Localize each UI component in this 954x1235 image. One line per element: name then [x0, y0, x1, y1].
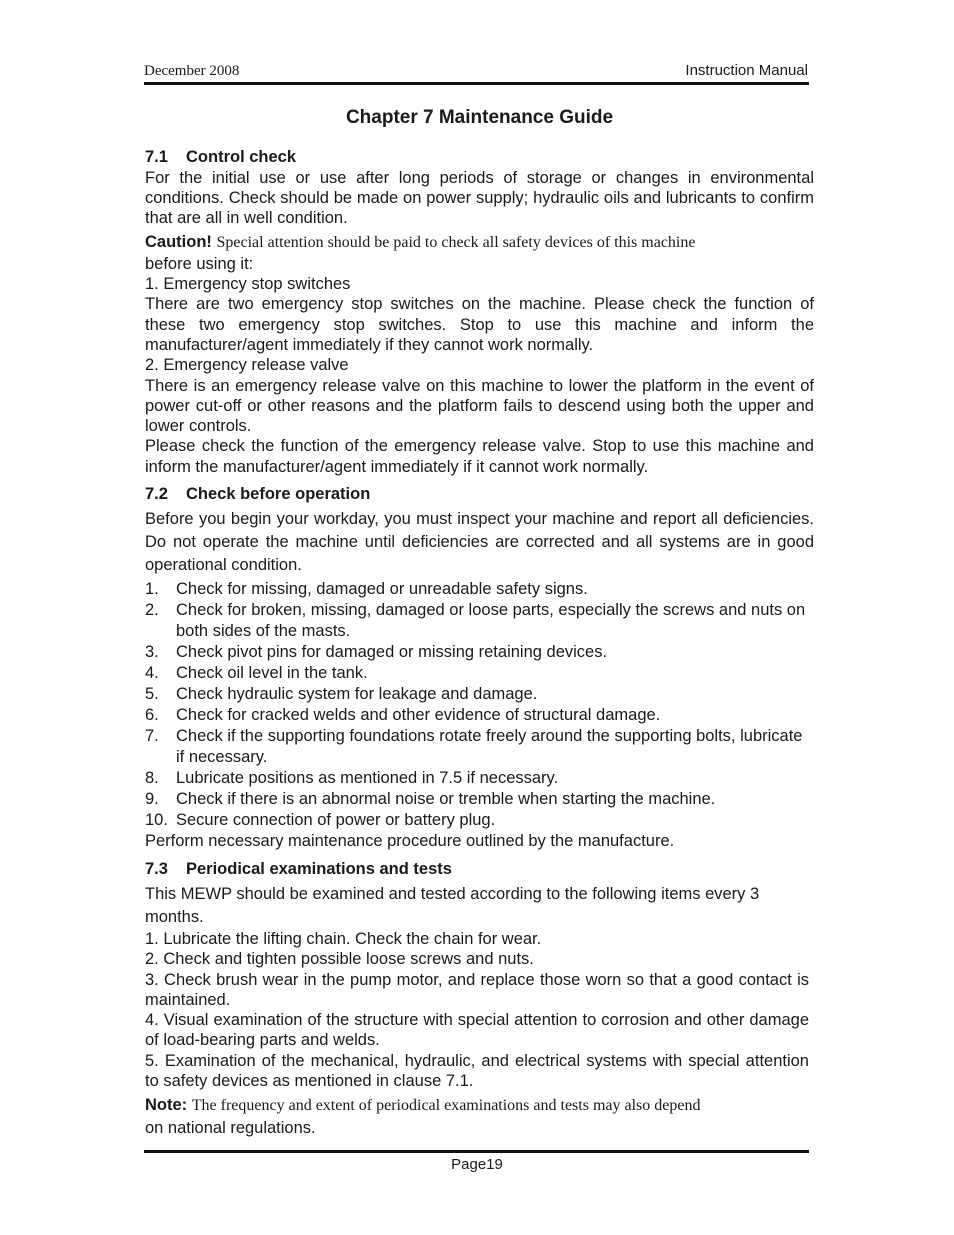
section-closing: Perform necessary maintenance procedure outlined by the manufacture.	[145, 832, 675, 851]
caution-continuation: before using it:	[145, 254, 254, 273]
footer-rule	[144, 1150, 809, 1153]
header-title: Instruction Manual	[685, 62, 808, 79]
list-item: 3. Check pivot pins for damaged or missing retaining devices.	[145, 643, 608, 662]
section-heading-7-3	[145, 859, 809, 879]
section-title: Periodical examinations and tests	[186, 859, 452, 878]
section-heading-7-1	[145, 147, 814, 167]
item-paragraph: There is an emergency release valve on this machine to lower the platform in the event of power cut-off or other reasons and the platform fails to descend using both the upper and lower controls.	[145, 376, 814, 436]
section-title: Control check	[186, 148, 297, 167]
list-item: 3. Check brush wear in the pump motor, and replace those worn so that a good contact is maintained.	[145, 970, 809, 1009]
item-title: 1. Emergency stop switches	[145, 275, 351, 294]
caution-text: Special attention should be paid to check all safety devices of this machine	[216, 234, 696, 252]
list-item: 9. Check if there is an abnormal noise or tremble when starting the machine.	[145, 790, 716, 809]
item-paragraph: There are two emergency stop switches on the machine. Please check the function of these two emergency stop switches. Stop to use this machine and inform the manufacturer/agent immediately if they cannot work normally.	[145, 295, 814, 354]
caution-paragraph	[145, 232, 814, 253]
page-number: Page19	[451, 1156, 503, 1173]
list-item: 5. Examination of the mechanical, hydraulic, and electrical systems with special attention to safety devices as mentioned in clause 7.1.	[145, 1051, 809, 1091]
section-heading-7-2	[145, 484, 814, 504]
item-paragraph: Please check the function of the emergency release valve. Stop to use this machine and inform the manufacturer/agent immediately if it cannot work normally.	[145, 437, 814, 476]
item-title: 2. Emergency release valve	[145, 356, 349, 375]
section-title: Check before operation	[186, 485, 371, 504]
list-item: 4. Visual examination of the structure with special attention to corrosion and other damage of load-bearing parts and welds.	[145, 1011, 809, 1050]
checklist	[145, 579, 814, 831]
page-content	[145, 108, 814, 1140]
list-item: 4. Check oil level in the tank.	[145, 664, 368, 683]
caution-label: Caution!	[145, 233, 212, 252]
section-paragraph: This MEWP should be examined and tested according to the following items every 3 months.	[145, 884, 760, 926]
note-paragraph	[145, 1095, 809, 1116]
list-item: 1. Check for missing, damaged or unreadable safety signs.	[145, 580, 588, 599]
note-label: Note:	[145, 1096, 188, 1115]
section-number: 7.1	[145, 148, 168, 167]
section-paragraph: For the initial use or use after long periods of storage or changes in environmental conditions. Check should be made on power supply; hydraulic oils and lubricants to confirm that are all in well condition.	[145, 168, 814, 228]
section-number: 7.2	[145, 485, 168, 504]
list-item: 1. Lubricate the lifting chain. Check the chain for wear.	[145, 929, 542, 948]
header-rule	[144, 82, 809, 85]
list-item: 5. Check hydraulic system for leakage and damage.	[145, 685, 538, 704]
list-item: 7. Check if the supporting foundations rotate freely around the supporting bolts, lubricate if necessary.	[145, 727, 803, 767]
header-date: December 2008	[144, 63, 240, 79]
list-item: 6. Check for cracked welds and other evidence of structural damage.	[145, 706, 661, 725]
section-number: 7.3	[145, 859, 168, 878]
list-item: 10. Secure connection of power or battery plug.	[145, 811, 496, 830]
note-text: The frequency and extent of periodical examinations and tests may also depend	[191, 1097, 701, 1115]
section-paragraph: Before you begin your workday, you must inspect your machine and report all deficiencies. Do not operate the machine until deficiencies are corrected and all systems are in good operational condition.	[145, 510, 814, 575]
note-continuation: on national regulations.	[145, 1118, 316, 1137]
list-item: 8. Lubricate positions as mentioned in 7.5 if necessary.	[145, 769, 559, 788]
list-item: 2. Check and tighten possible loose screws and nuts.	[145, 950, 534, 969]
chapter-title: Chapter 7 Maintenance Guide	[345, 107, 614, 128]
list-item: 2. Check for broken, missing, damaged or loose parts, especially the screws and nuts on both sides of the masts.	[145, 601, 806, 641]
